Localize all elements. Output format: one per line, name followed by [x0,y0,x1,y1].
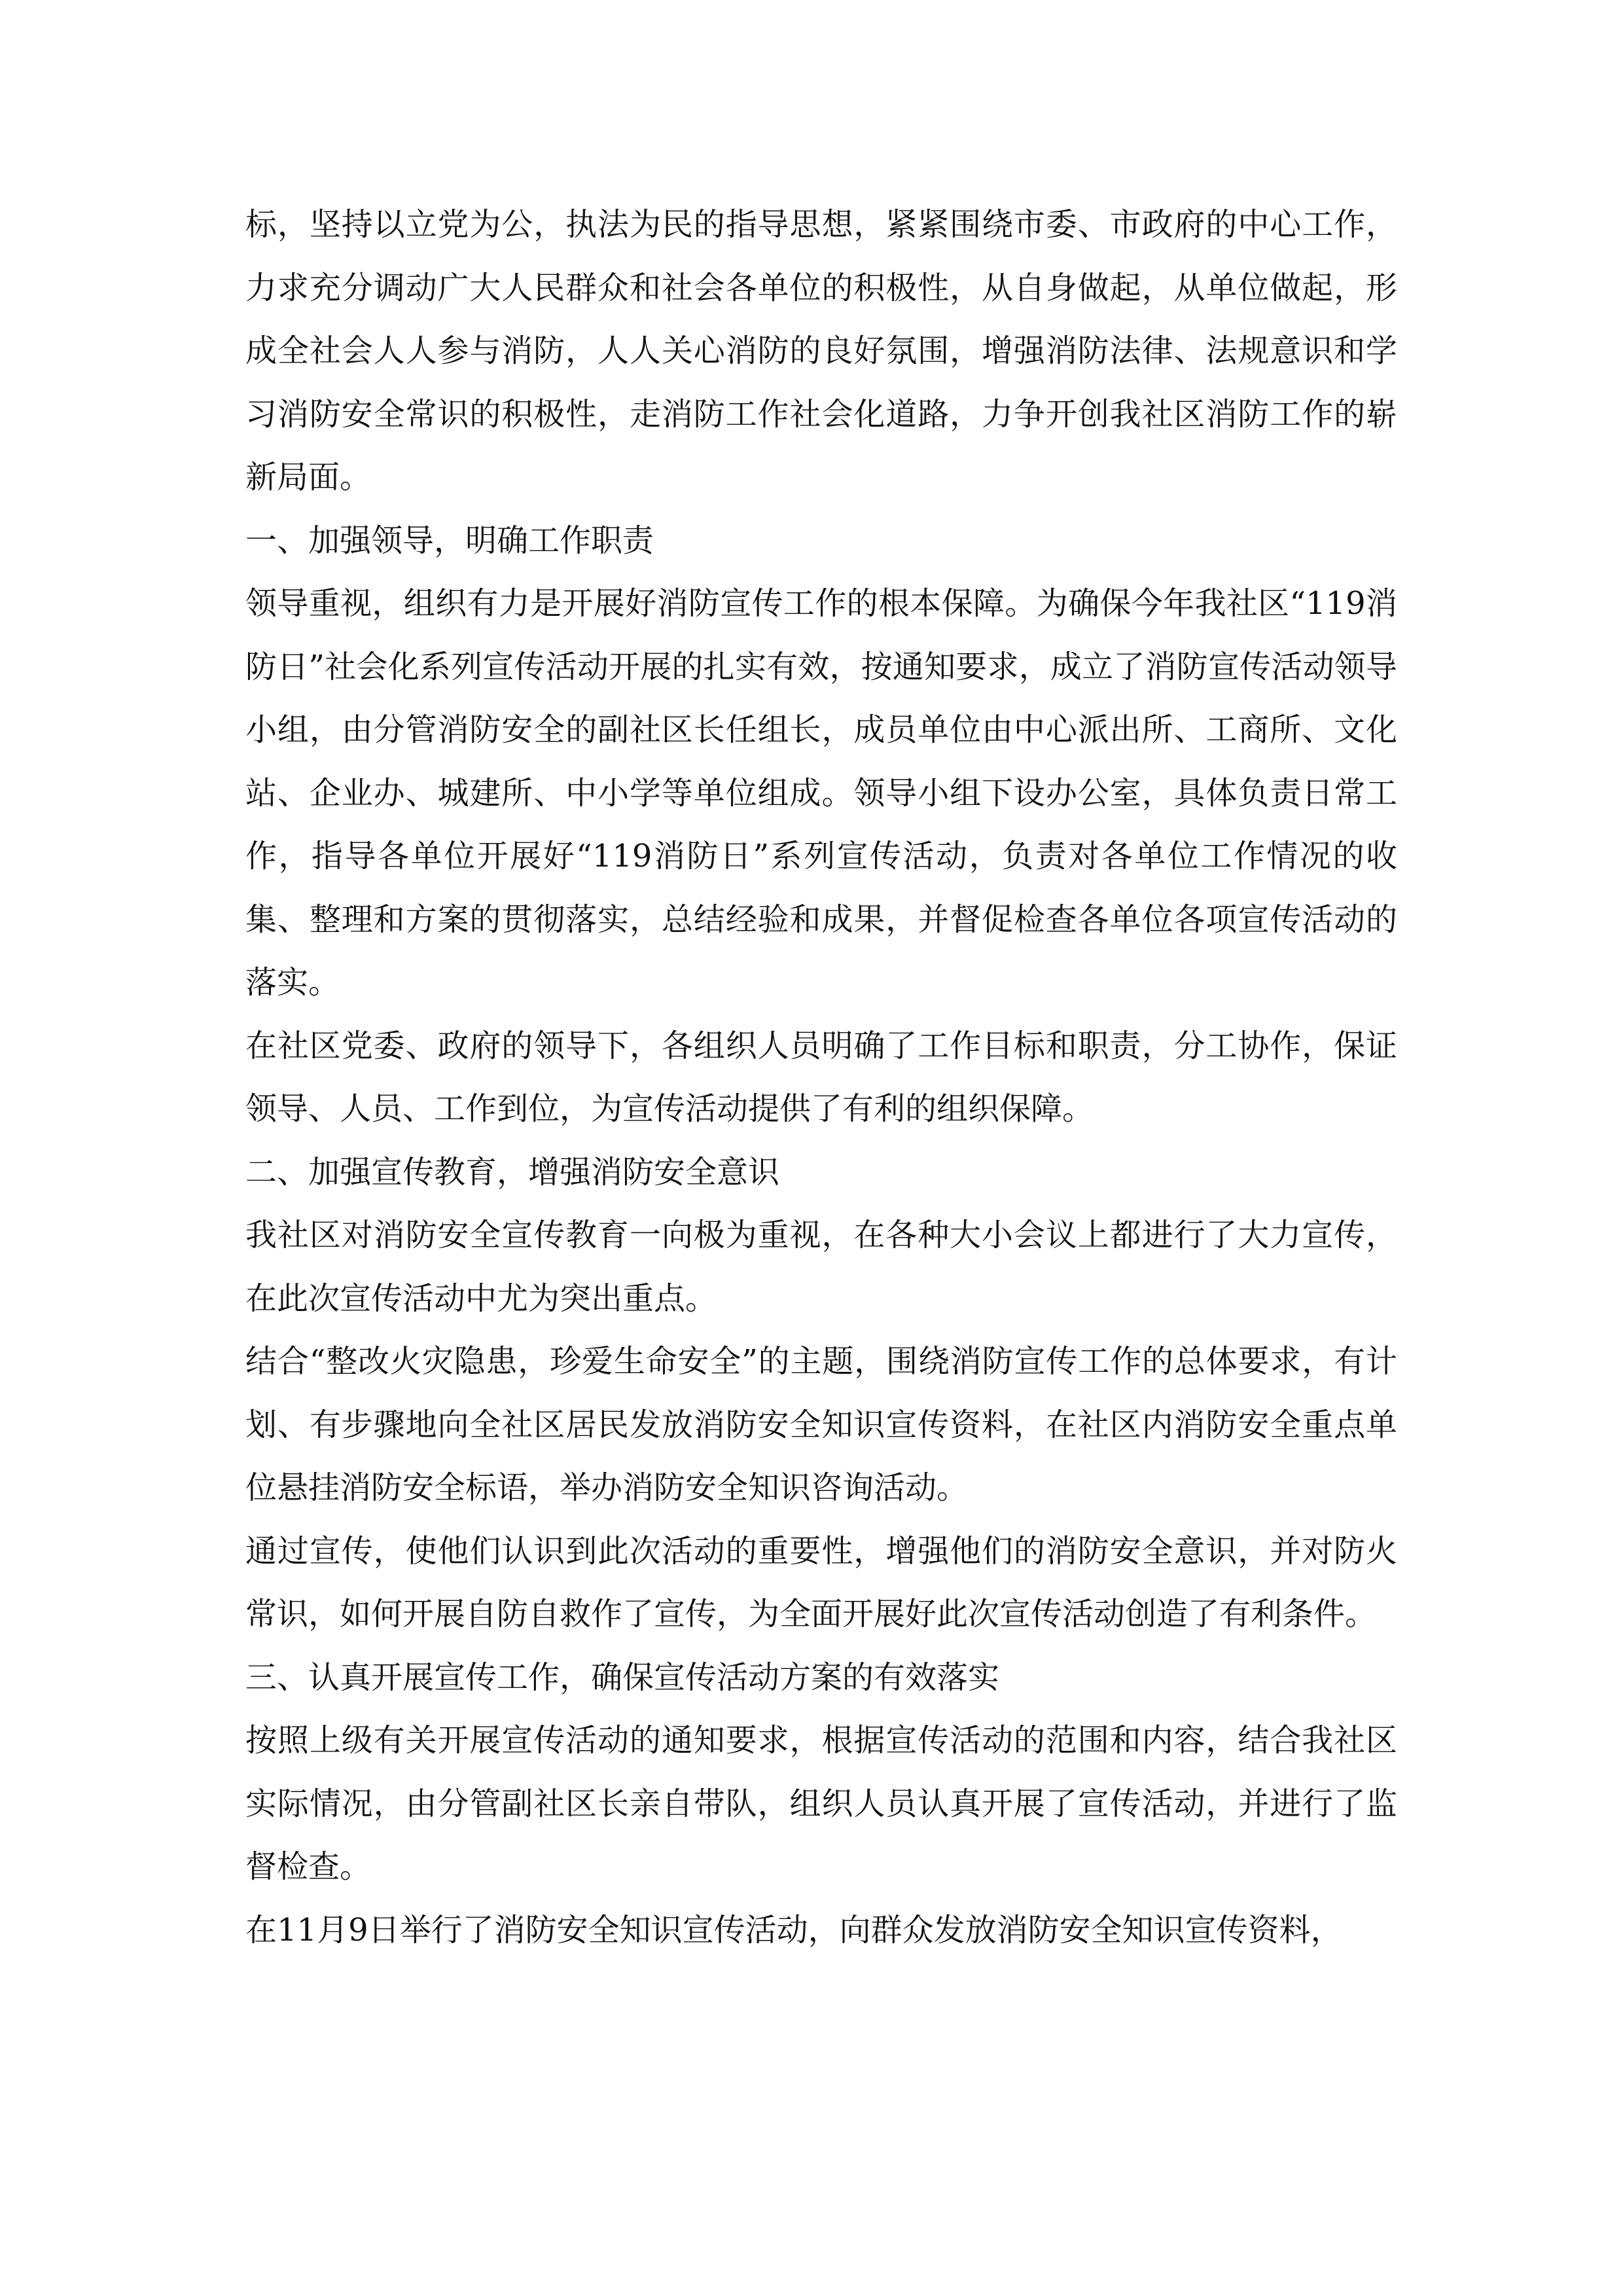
section-heading-3: 三、认真开展宣传工作，确保宣传活动方案的有效落实 [245,1659,1000,1696]
paragraph-organization: 在社区党委、政府的领导下，各组织人员明确了工作目标和职责，分工协作，保证领导、人员、工作到位，为宣传活动提供了有利的组织保障。 [245,1027,1397,1127]
paragraph-event: 在11月9日举行了消防安全知识宣传活动，向群众发放消防安全知识宣传资料， [245,1911,1342,1948]
section-heading-1: 一、加强领导，明确工作职责 [245,522,654,559]
paragraph-leadership: 领导重视，组织有力是开展好消防宣传工作的根本保障。为确保今年我社区“119消防日”社会化系列宣传活动开展的扎实有效，按通知要求，成立了消防宣传活动领导小组，由分管消防安全的副社区长任组长，成员单位由中心派出所、工商所、文化站、企业办、城建所、中小学等单位组成。领导小组下设办公室，具体负责日常工作，指导各单位开展好“119消防日”系列宣传活动，负责对各单位工作情况的收集、整理和方案的贯彻落实，总结经验和成果，并督促检查各单位各项宣传活动的落实。 [245,585,1397,1001]
paragraph-awareness: 通过宣传，使他们认识到此次活动的重要性，增强他们的消防安全意识，并对防火常识，如何开展自防自救作了宣传，为全面开展好此次宣传活动创造了有利条件。 [245,1532,1397,1632]
document-body [245,193,1397,1962]
section-heading-2: 二、加强宣传教育，增强消防安全意识 [245,1153,780,1191]
paragraph-implementation: 按照上级有关开展宣传活动的通知要求，根据宣传活动的范围和内容，结合我社区实际情况，由分管副社区长亲自带队，组织人员认真开展了宣传活动，并进行了监督检查。 [245,1722,1397,1885]
paragraph-education: 我社区对消防安全宣传教育一向极为重视，在各种大小会议上都进行了大力宣传，在此次宣传活动中尤为突出重点。 [245,1217,1397,1317]
paragraph-intro: 标，坚持以立党为公，执法为民的指导思想，紧紧围绕市委、市政府的中心工作，力求充分调动广大人民群众和社会各单位的积极性，从自身做起，从单位做起，形成全社会人人参与消防，人人关心消防的良好氛围，增强消防法律、法规意识和学习消防安全常识的积极性，走消防工作社会化道路，力争开创我社区消防工作的崭新局面。 [245,206,1397,495]
paragraph-theme: 结合“整改火灾隐患，珍爱生命安全”的主题，围绕消防宣传工作的总体要求，有计划、有步骤地向全社区居民发放消防安全知识宣传资料，在社区内消防安全重点单位悬挂消防安全标语，举办消防安全知识咨询活动。 [245,1343,1397,1506]
